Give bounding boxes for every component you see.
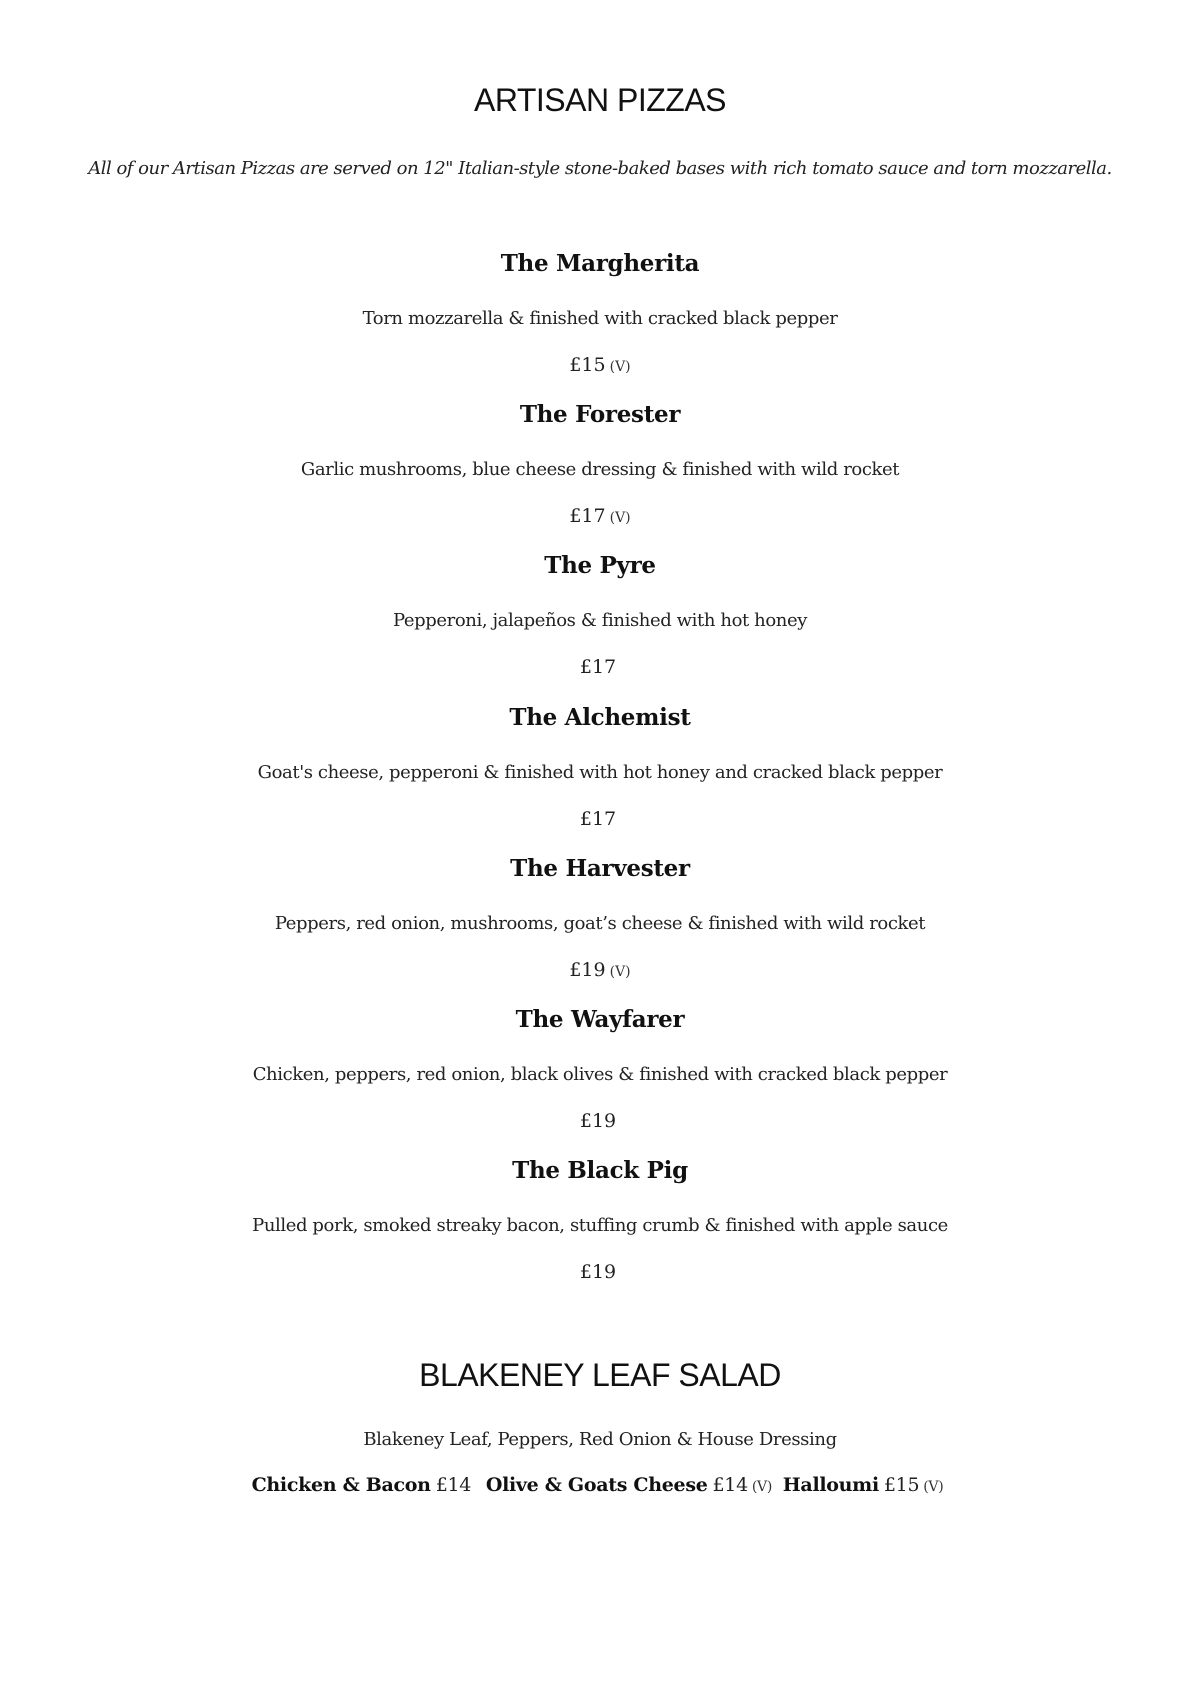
salad-option-price: £14	[712, 1474, 748, 1496]
salad-option-name: Chicken & Bacon	[251, 1474, 431, 1496]
price-value: £15	[569, 354, 606, 376]
pizza-price-harvester	[0, 959, 1200, 981]
vegetarian-badge: (V)	[609, 964, 631, 980]
pizza-desc-pyre: Pepperoni, jalapeños & finished with hot honey	[392, 610, 808, 631]
pizza-price-forester	[0, 505, 1200, 527]
pizza-name-harvester: The Harvester	[510, 855, 690, 882]
pizza-name-forester: The Forester	[519, 401, 681, 428]
pizza-desc-margherita: Torn mozzarella & finished with cracked black pepper	[362, 308, 838, 329]
salad-option-price: £14	[435, 1474, 472, 1496]
salad-option-name: Halloumi	[782, 1474, 879, 1496]
pizza-desc-harvester: Peppers, red onion, mushrooms, goat’s cheese & finished with wild rocket	[274, 913, 926, 934]
vegetarian-badge: (V)	[751, 1479, 773, 1495]
salad-option-halloumi	[783, 1474, 944, 1496]
pizza-desc-wayfarer: Chicken, peppers, red onion, black olives & finished with cracked black pepper	[252, 1064, 948, 1085]
salad-option-name: Olive & Goats Cheese	[485, 1474, 708, 1496]
price-value: £19	[569, 959, 606, 981]
vegetarian-badge: (V)	[609, 359, 631, 375]
vegetarian-badge: (V)	[923, 1479, 944, 1495]
pizza-name-pyre: The Pyre	[544, 552, 656, 579]
salad-description: Blakeney Leaf, Peppers, Red Onion & House Dressing	[363, 1429, 837, 1450]
pizza-desc-black-pig: Pulled pork, smoked streaky bacon, stuffing crumb & finished with apple sauce	[252, 1215, 948, 1236]
salad-section-title: BLAKENEY LEAF SALAD	[419, 1357, 781, 1393]
salad-option-price: £15	[883, 1474, 920, 1496]
pizza-price-pyre	[0, 656, 1200, 678]
pizza-desc-forester: Garlic mushrooms, blue cheese dressing & finished with wild rocket	[300, 459, 900, 480]
pizza-price-wayfarer	[0, 1110, 1200, 1132]
salad-options	[0, 1474, 1200, 1496]
pizza-desc-alchemist: Goat's cheese, pepperoni & finished with hot honey and cracked black pepper	[257, 762, 943, 783]
price-value: £17	[579, 656, 617, 678]
price-value: £19	[579, 1110, 617, 1132]
price-value: £17	[579, 808, 617, 830]
salad-option-chicken-bacon	[252, 1474, 475, 1496]
pizza-name-alchemist: The Alchemist	[509, 704, 691, 731]
pizza-name-margherita: The Margherita	[500, 250, 700, 277]
pizza-price-black-pig	[0, 1261, 1200, 1283]
vegetarian-badge: (V)	[609, 510, 631, 526]
pizza-name-black-pig: The Black Pig	[512, 1157, 688, 1184]
salad-option-olive-goats-cheese	[486, 1474, 772, 1496]
pizzas-section-title: ARTISAN PIZZAS	[473, 82, 726, 118]
price-value: £17	[569, 505, 606, 527]
pizza-price-alchemist	[0, 808, 1200, 830]
pizza-name-wayfarer: The Wayfarer	[515, 1006, 685, 1033]
price-value: £19	[579, 1261, 617, 1283]
pizza-price-margherita	[0, 354, 1200, 376]
pizzas-intro: All of our Artisan Pizzas are served on 12" Italian-style stone-baked bases with rich tomato sauce and torn mozzarella.	[88, 158, 1112, 179]
